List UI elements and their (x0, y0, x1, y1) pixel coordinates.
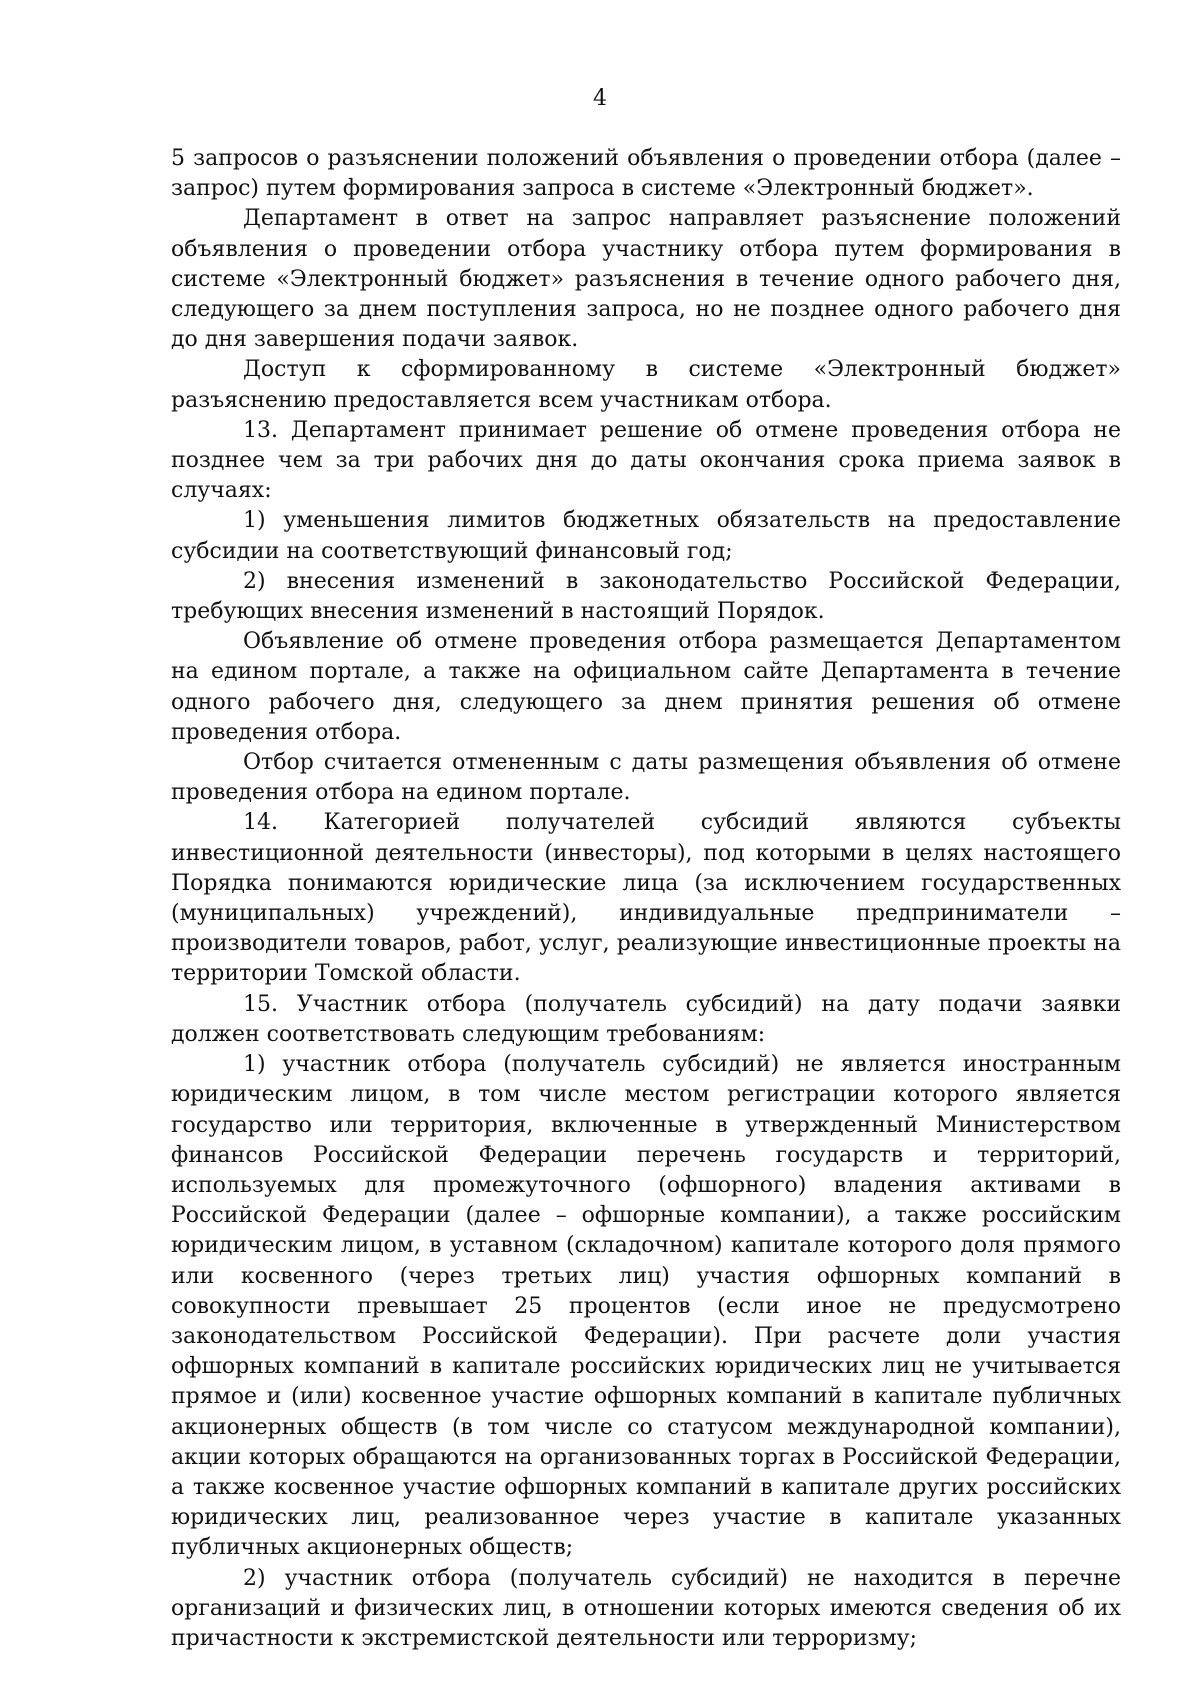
paragraph: 14. Категорией получателей субсидий являются субъекты инвестиционной деятельности (инвесторы), под которыми в целях настоящего Порядка понимаются юридические лица (за исключением государственных (муниципальных) учреждений), индивидуальные предприниматели – производители товаров, работ, услуг, реализующие инвестиционные проекты на территории Томской области. (171, 810, 1121, 987)
paragraph: Объявление об отмене проведения отбора размещается Департаментом на едином портале, а также на официальном сайте Департамента в течение одного рабочего дня, следующего за днем принятия решения об отмене проведения отбора. (171, 629, 1121, 745)
paragraph: 1) участник отбора (получатель субсидий) не является иностранным юридическим лицом, в том числе местом регистрации которого является государство или территория, включенные в утвержденный Министерством финансов Российской Федерации перечень государств и территорий, используемых для промежуточного (офшорного) владения активами в Российской Федерации (далее – офшорные компании), а также российским юридическим лицом, в уставном (складочном) капитале которого доля прямого или косвенного (через третьих лиц) участия офшорных компаний в совокупности превышает 25 процентов (если иное не предусмотрено законодательством Российской Федерации). При расчете доли участия офшорных компаний в капитале российских юридических лиц не учитывается прямое и (или) косвенное участие офшорных компаний в капитале публичных акционерных обществ (в том числе со статусом международной компании), акции которых обращаются на организованных торгах в Российской Федерации, а также косвенное участие офшорных компаний в капитале других российских юридических лиц, реализованное через участие в капитале указанных публичных акционерных обществ; (171, 1052, 1121, 1561)
page-number: 4 (593, 86, 607, 111)
document-body (171, 144, 1121, 1654)
paragraph: Доступ к сформированному в системе «Электронный бюджет» разъяснению предоставляется всем участникам отбора. (171, 357, 1121, 413)
paragraph: 15. Участник отбора (получатель субсидий) на дату подачи заявки должен соответствовать следующим требованиям: (171, 991, 1121, 1047)
paragraph: 5 запросов о разъяснении положений объявления о проведении отбора (далее – запрос) путем формирования запроса в системе «Электронный бюджет». (171, 146, 1121, 202)
paragraph: Отбор считается отмененным с даты размещения объявления об отмене проведения отбора на едином портале. (171, 750, 1121, 806)
paragraph: Департамент в ответ на запрос направляет разъяснение положений объявления о проведении отбора участнику отбора путем формирования в системе «Электронный бюджет» разъяснения в течение одного рабочего дня, следующего за днем поступления запроса, но не позднее одного рабочего дня до дня завершения подачи заявок. (171, 206, 1121, 353)
paragraph: 2) участник отбора (получатель субсидий) не находится в перечне организаций и физических лиц, в отношении которых имеются сведения об их причастности к экстремистской деятельности или терроризму; (171, 1565, 1121, 1651)
paragraph: 2) внесения изменений в законодательство Российской Федерации, требующих внесения изменений в настоящий Порядок. (171, 568, 1121, 625)
paragraph: 1) уменьшения лимитов бюджетных обязательств на предоставление субсидии на соответствующий финансовый год; (171, 508, 1121, 564)
paragraph: 13. Департамент принимает решение об отмене проведения отбора не позднее чем за три рабочих дня до даты окончания срока приема заявок в случаях: (171, 417, 1121, 504)
